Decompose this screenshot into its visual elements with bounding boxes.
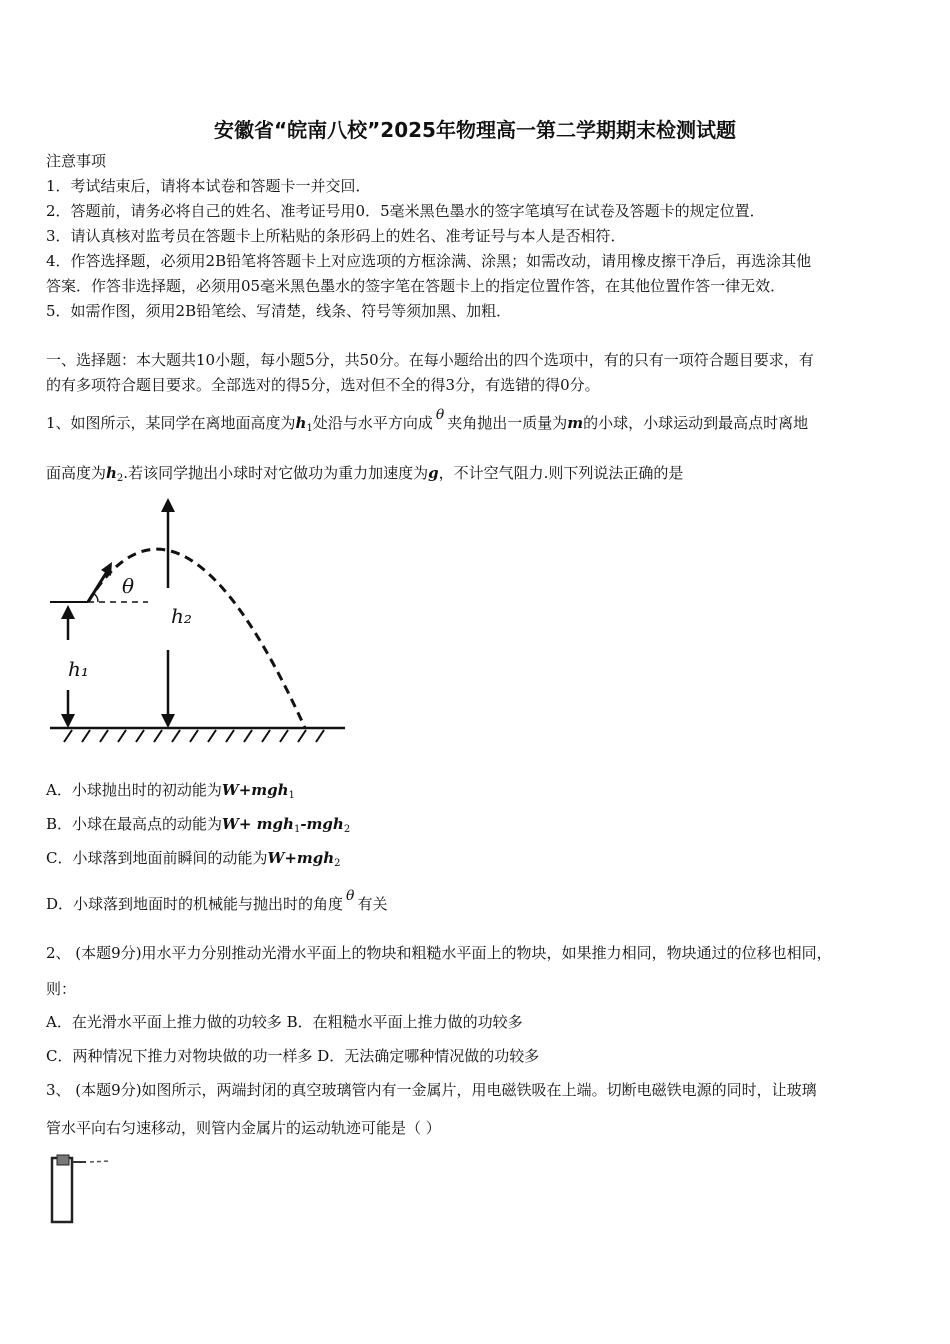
motion-arrow xyxy=(90,1161,110,1162)
angle-arc xyxy=(93,593,98,602)
theta-symbol: θ xyxy=(435,407,445,423)
glass-tube xyxy=(52,1158,72,1222)
page-title: 安徽省“皖南八校”2025年物理高一第二学期期末检测试题 xyxy=(214,118,736,142)
question-3-stem-cont: 管水平向右匀速移动，则管内金属片的运动轨迹可能是（ ） xyxy=(46,1119,441,1137)
notice-item: 1．考试结束后，请将本试卷和答题卡一并交回． xyxy=(46,177,371,195)
notice-heading: 注意事项 xyxy=(46,152,107,170)
h1-label: h₁ xyxy=(68,657,89,681)
section-instructions-cont: 的有多项符合题目要求。全部选对的得5分，选对但不全的得3分，有选错的得0分。 xyxy=(46,376,600,394)
notice-item: 答案．作答非选择题，必须用05毫米黑色墨水的签字笔在答题卡上的指定位置作答，在其他位置作答一律无效． xyxy=(46,277,786,295)
ground-hatching xyxy=(64,730,324,742)
h2-label: h₂ xyxy=(171,604,192,628)
notice-item: 4．作答选择题，必须用2B铅笔将答题卡上对应选项的方框涂满、涂黑；如需改动，请用橡皮擦干净后，再选涂其他 xyxy=(46,252,812,270)
option-D[interactable]: D．小球落到地面时的机械能与抛出时的角度 θ 有关 xyxy=(46,888,388,913)
question-3-stem: 3、 (本题9分)如图所示，两端封闭的真空玻璃管内有一金属片，用电磁铁吸在上端。切断电磁铁电源的同时，让玻璃 xyxy=(46,1081,817,1099)
trajectory-curve xyxy=(88,549,305,728)
section-instructions: 一、选择题：本大题共10小题，每小题5分，共50分。在每小题给出的四个选项中，有的只有一项符合题目要求，有 xyxy=(46,351,814,369)
notice-item: 2．答题前，请务必将自己的姓名、准考证号用0．5毫米黑色墨水的签字笔填写在试卷及答题卡的规定位置． xyxy=(46,202,765,220)
theta-label: θ xyxy=(122,574,135,598)
question-1-stem: 1、如图所示，某同学在离地面高度为$h_1$处沿与水平方向成 θ 夹角抛出一质量为m的小球，小球运动到最高点时离地 xyxy=(46,407,809,434)
option-C[interactable]: C．小球落到地面前瞬间的动能为W+mgh$_2$ xyxy=(46,849,341,869)
option-A[interactable]: A．小球抛出时的初动能为W+mgh$_1$ xyxy=(46,781,295,801)
glass-tube-figure xyxy=(44,1150,124,1230)
question-1-stem-cont: 面高度为$h_2$.若该同学抛出小球时对它做功为重力加速度为g，不计空气阻力.则下列说法正确的是 xyxy=(46,464,684,484)
velocity-arrow xyxy=(88,570,108,602)
question-2-options-cd[interactable]: C．两种情况下推力对物块做的功一样多 D．无法确定哪种情况做的功较多 xyxy=(46,1047,540,1065)
question-2-options-ab[interactable]: A．在光滑水平面上推力做的功较多 B．在粗糙水平面上推力做的功较多 xyxy=(46,1013,523,1031)
option-B[interactable]: B．小球在最高点的动能为W+ mgh$_1$-mgh$_2$ xyxy=(46,815,351,835)
metal-piece xyxy=(57,1155,69,1165)
notice-item: 3．请认真核对监考员在答题卡上所粘贴的条形码上的姓名、准考证号与本人是否相符． xyxy=(46,227,626,245)
projectile-figure xyxy=(40,490,360,750)
notice-item: 5．如需作图，须用2B铅笔绘、写清楚，线条、符号等须加黑、加粗． xyxy=(46,302,512,320)
question-2-stem: 2、 (本题9分)用水平力分别推动光滑水平面上的物块和粗糙水平面上的物块，如果推力相同，物块通过的位移也相同， xyxy=(46,944,832,962)
question-2-stem-cont: 则： xyxy=(46,980,77,998)
